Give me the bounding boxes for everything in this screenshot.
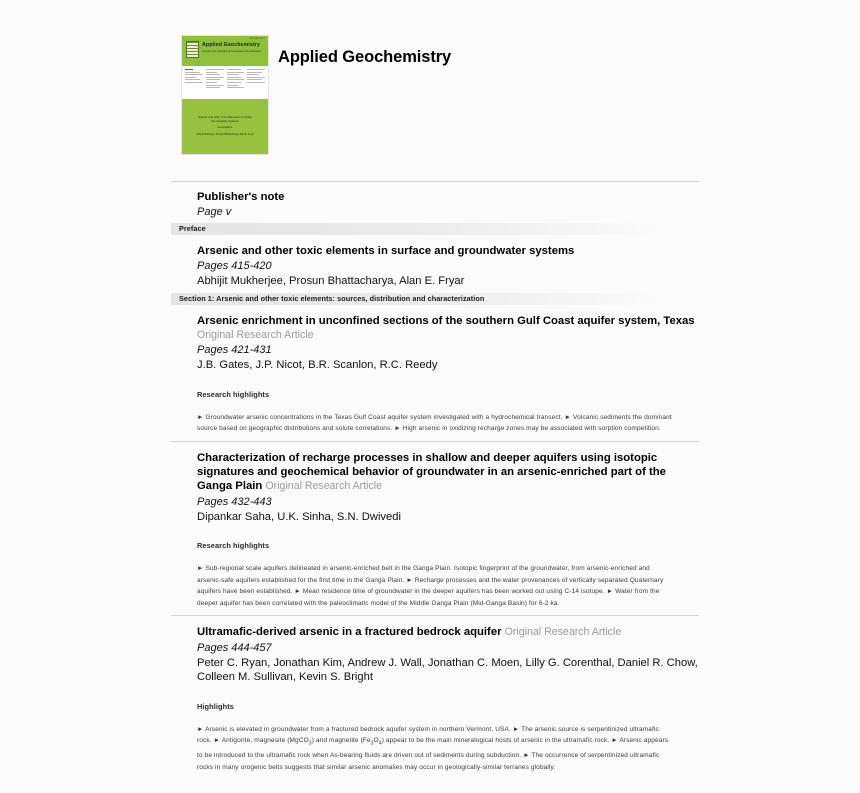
cover-issn: ISSN 0883-2927 (248, 38, 265, 40)
entry-publishers-note[interactable] (171, 182, 699, 223)
journal-logo-icon (186, 41, 199, 58)
cover-toc-column (206, 69, 224, 90)
entry-authors: Peter C. Ryan, Jonathan Kim, Andrew J. Wall, Jonathan C. Moen, Lilly G. Corenthal, Daniel R. Chow, Colleen M. Sullivan, Kevin S. Bright (197, 656, 698, 684)
entry-title[interactable] (197, 625, 699, 639)
section-header-preface (171, 223, 660, 235)
journal-title: Applied Geochemistry (278, 48, 452, 66)
entry-title[interactable]: Arsenic and other toxic elements in surface and groundwater systems (197, 245, 575, 258)
highlights-label: Research highlights (197, 389, 270, 399)
entry-pages: Pages 432-443 (197, 495, 272, 508)
entry-pages: Pages 415-420 (197, 260, 272, 273)
entry-article-type: Original Research Article (265, 480, 383, 493)
entry-article-type: Original Research Article (197, 329, 314, 342)
highlights-ultramafic (171, 702, 699, 780)
highlights-text: ► Arsenic is elevated in groundwater from a fractured bedrock aquifer system in northern Vermont, USA. ► The arsenic source is serpentinized ultramafic rock. ► Antigorite, magnesite (MgCO$_3$) and magnetite $(Fe_3O_4)$ appear to be the main mineralogical hosts of arsenic in the ultramafic rock. ► Arsenic appears to be introduced to the ultramafic rock when As-bearing fluids are driven out of sediments during subduction. ► The occurrence of serpentinized ultramafic rocks in many orogenic belts suggests that similar arsenic anomalies may occur in geologically-similar terranes globally. (197, 725, 669, 771)
highlights-text: ► Groundwater arsenic concentrations in the Texas Gulf Coast aquifer system investigated with a hydrochemical transect. ► Volcanic sediments the dominant source based on geographic distributions and solute correlations. ► High arsenic in oxidizing recharge zones may be associated with sorption competition. (197, 413, 672, 433)
section-header-label: Preface (179, 224, 206, 234)
cover-toc-column (227, 69, 245, 90)
highlights-gulf-coast (171, 390, 699, 441)
cover-contents-panel (182, 67, 268, 99)
section-header-section-1 (171, 293, 660, 305)
journal-cover-thumbnail[interactable] (181, 35, 269, 155)
cover-guest-editors-names: Abhijit Mukherjee, Prosun Bhattacharya, Alan E. Fryar (196, 133, 254, 136)
entry-preface-article[interactable] (171, 235, 699, 293)
cover-top-band (182, 36, 268, 67)
volume-contents-list (171, 181, 699, 779)
entry-title-text: Arsenic enrichment in unconfined sections of the southern Gulf Coast aquifer system, Texas (197, 314, 695, 327)
section-header-label: Section 1: Arsenic and other toxic elements: sources, distribution and characterization (179, 293, 485, 303)
entry-authors: Abhijit Mukherjee, Prosun Bhattacharya, Alan E. Fryar (197, 275, 465, 288)
cover-toc-column (247, 69, 265, 90)
entry-ultramafic[interactable] (171, 616, 699, 688)
cover-special-issue-title: Arsenic and other Toxic Elements in Global Groundwater Systems (198, 115, 252, 123)
entry-title[interactable] (197, 314, 699, 342)
highlights-label: Highlights (197, 701, 234, 711)
highlights-text: ► Sub-regional scale aquifers delineated in arsenic-enriched belt in the Ganga Plain. Isotopic fingerprint of the groundwater, from arsenic-enriched and arsenic-safe aquifers established for the first time in the Ganga Plain. ► Recharge processes and the water provenances of vertically separated Quaternary aquifers have been established. ► Mean residence time of groundwater in the deeper aquifers has been worked out using C-14 isotope. ► Water from the deeper aquifer has been correlated with the paleoclimatic model of the Middle Ganga Plain (Mid-Ganga Basin) for 6-2 ka. (197, 565, 664, 607)
entry-title[interactable] (197, 451, 699, 494)
entry-title-text: Characterization of recharge processes in shallow and deeper aquifers using isotopic signatures and geochemical behavior of groundwater in an arsenic-enriched part of the Ganga Plain (197, 452, 666, 493)
entry-article-type: Original Research Article (504, 626, 622, 639)
entry-title[interactable]: Publisher's note (197, 191, 285, 203)
entry-title-text: Ultramafic-derived arsenic in a fractured bedrock aquifer (197, 626, 502, 639)
highlights-label: Research highlights (197, 541, 270, 551)
entry-pages: Page v (197, 206, 232, 219)
entry-ganga-plain[interactable] (171, 442, 699, 528)
entry-pages: Pages 444-457 (197, 641, 272, 654)
entry-authors: Dipankar Saha, U.K. Sinha, S.N. Dwivedi (197, 510, 401, 523)
highlights-ganga-plain (171, 541, 699, 615)
entry-authors: J.B. Gates, J.P. Nicot, B.R. Scanlon, R.C. Reedy (197, 359, 438, 372)
cover-guest-editors-label: Guest Editors: (217, 126, 233, 129)
entry-gulf-coast[interactable] (171, 305, 699, 377)
entry-pages: Pages 421-431 (197, 344, 272, 357)
cover-subtitle: Journal of the International Association of Geochemistry (202, 50, 262, 53)
cover-toc-column (185, 69, 203, 90)
cover-title: Applied Geochemistry (202, 42, 261, 48)
cover-bottom-band (182, 99, 268, 155)
journal-header (181, 35, 701, 160)
